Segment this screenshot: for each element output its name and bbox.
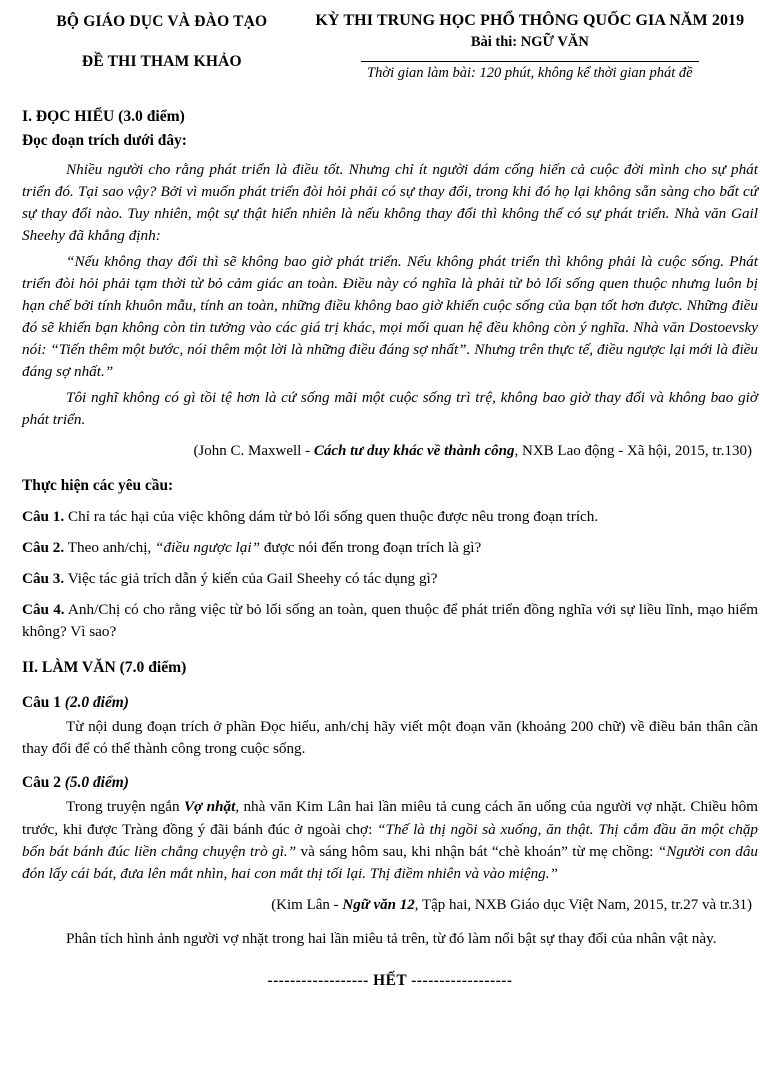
q2-text-c: và sáng hôm sau, khi nhận bát “chè khoán” từ mẹ chồng: xyxy=(296,842,658,860)
q2-quote-2: “Người con dâu đón lấy cái bát, đưa lên mắt nhìn, hai con mắt thị tối lại. Thị điềm nhiên và vào miệng.” xyxy=(22,842,759,882)
question-4-text: Anh/Chị có cho rằng việc từ bỏ lối sống an toàn, quen thuộc để phát triển đồng nghĩa với sự liều lĩnh, mạo hiểm không? Vì sao? xyxy=(22,601,759,641)
question-1-label: Câu 1. xyxy=(22,507,65,525)
document-header xyxy=(22,10,758,82)
part2-question-1-heading xyxy=(22,692,758,714)
end-marker: ------------------ HẾT ------------------ xyxy=(267,972,513,990)
question-4 xyxy=(22,599,758,643)
question-2-text-before: Theo anh/chị, xyxy=(64,539,156,557)
part2-question-2-heading xyxy=(22,772,758,794)
question-4-label: Câu 4. xyxy=(22,601,65,619)
requirements-heading: Thực hiện các yêu cầu: xyxy=(22,476,174,494)
part2-question-2-points: (5.0 điểm) xyxy=(64,774,129,792)
source-prefix: (John C. Maxwell - xyxy=(193,442,314,459)
part2-heading: II. LÀM VĂN (7.0 điểm) xyxy=(22,659,187,677)
question-3-label: Câu 3. xyxy=(22,570,65,588)
q2-source-work-title: Ngữ văn 12 xyxy=(342,896,415,913)
part1-instruction: Đọc đoạn trích dưới đây: xyxy=(22,132,187,150)
part1-paragraph-1: Nhiều người cho rằng phát triển là điều tốt. Nhưng chỉ ít người dám cống hiến cả cuộc đời mình cho sự phát triển đó. Tại sao vậy? Bởi vì muốn phát triển đòi hỏi phải có sự thay đổi, trong khi đó họ lại không sẵn sàng cho bất cứ sự thay đổi nào. Tuy nhiên, một sự thật hiển nhiên là nếu không thay đổi thì không thể có sự phát triển. Nhà văn Gail Sheehy đã khẳng định: xyxy=(22,160,758,244)
exam-label: ĐỀ THI THAM KHẢO xyxy=(81,52,242,70)
part2-question-2-paragraph-2: Phân tích hình ảnh người vợ nhặt trong hai lần miêu tả trên, từ đó làm nổi bật sự thay đổi của nhân vật này. xyxy=(66,930,717,948)
q2-source-prefix: (Kim Lân - xyxy=(271,896,343,913)
exam-subject: Bài thi: NGỮ VĂN xyxy=(470,33,589,50)
q2-text-b: , nhà văn Kim Lân hai lần miêu tả cung cách ăn uống của người vợ nhặt. Chiều hôm trước, khi được Tràng đồng ý đãi bánh đúc ở ngoài chợ: xyxy=(22,798,758,838)
q2-source-suffix: , Tập hai, NXB Giáo dục Việt Nam, 2015, tr.27 và tr.31) xyxy=(414,896,752,913)
ministry-name: BỘ GIÁO DỤC VÀ ĐÀO TẠO xyxy=(56,13,268,30)
part1-paragraph-3: Tôi nghĩ không có gì tồi tệ hơn là cứ sống mãi một cuộc sống trì trệ, không bao giờ thay đổi và không bao giờ phát triển. xyxy=(22,388,758,428)
document-body xyxy=(22,106,758,993)
question-3-text: Việc tác giả trích dẫn ý kiến của Gail Sheehy có tác dụng gì? xyxy=(64,570,438,588)
part2-source-citation xyxy=(22,895,758,917)
source-suffix: , NXB Lao động - Xã hội, 2015, tr.130) xyxy=(514,442,752,459)
header-left-block xyxy=(22,10,302,71)
q2-story-title: Vợ nhặt xyxy=(183,798,236,816)
question-2-quoted-phrase: “điều ngược lại” xyxy=(155,539,261,557)
part2-question-2-label: Câu 2 xyxy=(22,774,65,792)
part1-source-citation xyxy=(22,441,758,463)
exam-duration: Thời gian làm bài: 120 phút, không kể thời gian phát đề xyxy=(361,61,699,82)
question-2 xyxy=(22,537,758,559)
part2-question-1-points: (2.0 điểm) xyxy=(64,693,129,711)
q2-quote-1: “Thế là thị ngồi sà xuống, ăn thật. Thị cắm đầu ăn một chặp bốn bát bánh đúc liền chẳng chuyện trò gì.” xyxy=(22,820,759,860)
source-work-title: Cách tư duy khác về thành công xyxy=(313,442,515,459)
part2-question-2-paragraph-1 xyxy=(22,796,758,884)
part1-heading: I. ĐỌC HIỂU (3.0 điểm) xyxy=(22,107,185,125)
q2-text-a: Trong truyện ngắn xyxy=(66,798,184,816)
question-2-label: Câu 2. xyxy=(22,539,65,557)
question-1 xyxy=(22,506,758,528)
question-1-text: Chỉ ra tác hại của việc không dám từ bỏ lối sống quen thuộc được nêu trong đoạn trích. xyxy=(64,507,599,525)
part2-question-1-text: Từ nội dung đoạn trích ở phần Đọc hiểu, anh/chị hãy viết một đoạn văn (khoảng 200 chữ) về điều bản thân cần thay đổi để có thể thành công trong cuộc sống. xyxy=(22,718,758,758)
part1-paragraph-2: “Nếu không thay đổi thì sẽ không bao giờ phát triển. Nếu không phát triển thì không phải là cuộc sống. Phát triển đòi hỏi phải tạm thời từ bỏ cảm giác an toàn. Điều này có nghĩa là phải từ bỏ lối sống quen thuộc nhưng luôn bị hạn chế bởi tính khuôn mẫu, tính an toàn, những điều không bao giờ khiến cuộc sống của bạn tốt hơn được. Những điều đó sẽ khiến bạn không còn tin tưởng vào các giá trị khác, mọi mối quan hệ đều không còn ý nghĩa. Nhà văn Dostoevsky nói: “Tiến thêm một bước, nói thêm một lời là những điều đáng sợ nhất”. Nhưng trên thực tế, điều ngược lại mới là điều đáng sợ nhất.” xyxy=(22,252,758,380)
header-right-block xyxy=(302,10,758,82)
question-2-text-after: được nói đến trong đoạn trích là gì? xyxy=(260,539,482,557)
question-3 xyxy=(22,568,758,590)
part2-question-1-label: Câu 1 xyxy=(22,693,65,711)
exam-title: KỲ THI TRUNG HỌC PHỔ THÔNG QUỐC GIA NĂM 2019 xyxy=(315,12,745,29)
